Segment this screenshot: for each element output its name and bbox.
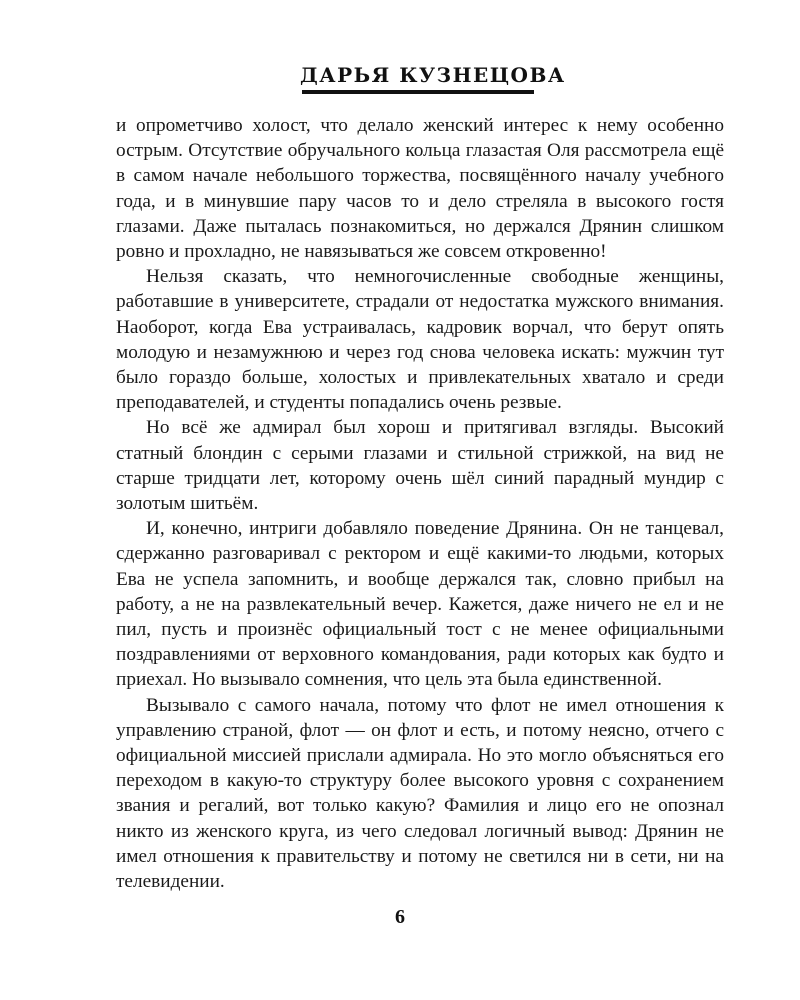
- running-header: [300, 60, 566, 94]
- author-name: ДАРЬЯ КУЗНЕЦОВА: [300, 63, 566, 87]
- paragraph: Вызывало с самого начала, потому что флот не имел отношения к управлению страной, флот — он флот и есть, и потому неясно, отчего с официальной миссией прислали адмирала. Но это могло объясняться его переходом в какую-то структуру более высокого уровня с сохранением звания и регалий, вот только какую? Фамилия и лицо его не опознал никто из женского круга, из чего следовал логичный вывод: Дрянин не имел отношения к правительству и потому не светился ни в сети, ни на телевидении.: [116, 694, 724, 893]
- paragraph: Нельзя сказать, что немногочисленные свободные женщины, работавшие в университете, страдали от недостатка мужского внимания. Наоборот, когда Ева устраивалась, кадровик ворчал, что берут опять молодую и незамужнюю и через год снова человека искать: мужчин тут было гораздо больше, холостых и привлекательных хватало и среди преподавателей, и студенты попадались очень резвые.: [116, 266, 724, 414]
- paragraph: Но всё же адмирал был хорош и притягивал взгляды. Высокий статный блондин с серыми глазами и стильной стрижкой, на вид не старше тридцати лет, которому очень шёл синий парадный мундир с золотым шитьём.: [116, 417, 724, 515]
- paragraph-continued: и опрометчиво холост, что делало женский интерес к нему особенно острым. Отсутствие обручального кольца глазастая Оля рассмотрела ещё в самом начале небольшого торжества, посвящённого началу учебного года, и в минувшие пару часов то и дело стреляла в высокого гостя глазами. Даже пыталась познакомиться, но держался Дрянин слишком ровно и прохладно, не навязываться же совсем откровенно!: [116, 115, 724, 263]
- page-number: 6: [395, 906, 405, 928]
- header-underline: [302, 90, 534, 94]
- paragraph: И, конечно, интриги добавляло поведение Дрянина. Он не танцевал, сдержанно разговаривал с ректором и ещё какими-то людьми, которых Ева не успела запомнить, и вообще держался так, словно прибыл на работу, а не на развлекательный вечер. Кажется, даже ничего не ел и не пил, пусть и произнёс официальный тост с не менее официальными поздравлениями от верховного командования, ради которых как будто и приехал. Но вызывало сомнения, что цель эта была единственной.: [116, 518, 724, 691]
- page-body-text: [116, 113, 724, 894]
